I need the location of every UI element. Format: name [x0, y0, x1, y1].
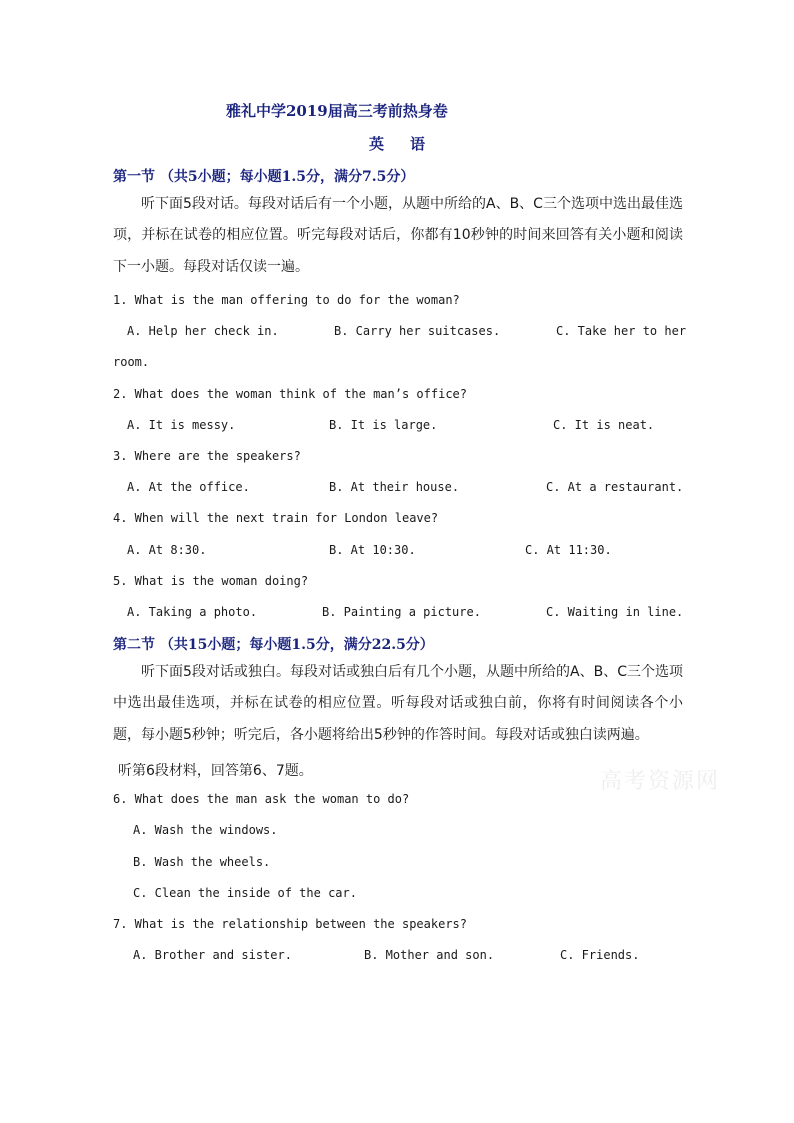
material-note: 听第6段材料，回答第6、7题。 [118, 763, 313, 779]
q3-option-c: C. At a restaurant. [546, 480, 684, 494]
q1-option-b: B. Carry her suitcases. [334, 324, 501, 338]
q4-option-b: B. At 10:30. [329, 543, 416, 557]
subject-char-2: 语 [410, 135, 426, 153]
q6-option-a: A. Wash the windows. [133, 823, 278, 837]
question-5: 5. What is the woman doing? [113, 574, 309, 588]
q6-option-c: C. Clean the inside of the car. [133, 886, 357, 900]
q7-option-b: B. Mother and son. [364, 948, 495, 962]
q2-option-c: C. It is neat. [553, 418, 655, 432]
q1-option-c: C. Take her to her [556, 324, 687, 338]
q3-option-b: B. At their house. [329, 480, 460, 494]
question-7: 7. What is the relationship between the speakers? [113, 917, 468, 931]
question-2: 2. What does the woman think of the man’s office? [113, 387, 468, 401]
subject-char-1: 英 [369, 135, 385, 153]
q2-option-a: A. It is messy. [127, 418, 236, 432]
q4-option-c: C. At 11:30. [525, 543, 612, 557]
section-2-instructions: 听下面5段对话或独白。每段对话或独白后有几个小题，从题中所给的A、B、C三个选项中选出最佳选项，并标在试卷的相应位置。听每段对话或独白前，你将有时间阅读各个小题，每小题5秒钟；听完后，各小题将给出5秒钟的作答时间。每段对话或独白读两遍。 [113, 664, 683, 743]
q2-option-b: B. It is large. [329, 418, 438, 432]
q5-option-b: B. Painting a picture. [322, 605, 481, 619]
question-4: 4. When will the next train for London leave? [113, 511, 439, 525]
q1-option-c-continued: room. [113, 355, 150, 369]
q3-option-a: A. At the office. [127, 480, 250, 494]
subject-heading [369, 133, 425, 154]
section-1-heading: 第一节 （共5小题；每小题1.5分，满分7.5分） [113, 169, 415, 185]
question-1: 1. What is the man offering to do for the woman? [113, 293, 460, 307]
question-3: 3. Where are the speakers? [113, 449, 301, 463]
q5-option-a: A. Taking a photo. [127, 605, 258, 619]
section-2-heading: 第二节 （共15小题；每小题1.5分，满分22.5分） [113, 637, 434, 653]
watermark: 高考资源网 [600, 769, 721, 794]
question-6: 6. What does the man ask the woman to do? [113, 792, 410, 806]
q4-option-a: A. At 8:30. [127, 543, 207, 557]
q7-option-c: C. Friends. [560, 948, 640, 962]
q7-option-a: A. Brother and sister. [133, 948, 292, 962]
exam-title: 雅礼中学2019届高三考前热身卷 [226, 102, 448, 120]
q5-option-c: C. Waiting in line. [546, 605, 684, 619]
q1-option-a: A. Help her check in. [127, 324, 279, 338]
q6-option-b: B. Wash the wheels. [133, 855, 271, 869]
section-1-instructions: 听下面5段对话。每段对话后有一个小题，从题中所给的A、B、C三个选项中选出最佳选项，并标在试卷的相应位置。听完每段对话后，你都有10秒钟的时间来回答有关小题和阅读下一小题。每段对话仅读一遍。 [113, 196, 683, 275]
